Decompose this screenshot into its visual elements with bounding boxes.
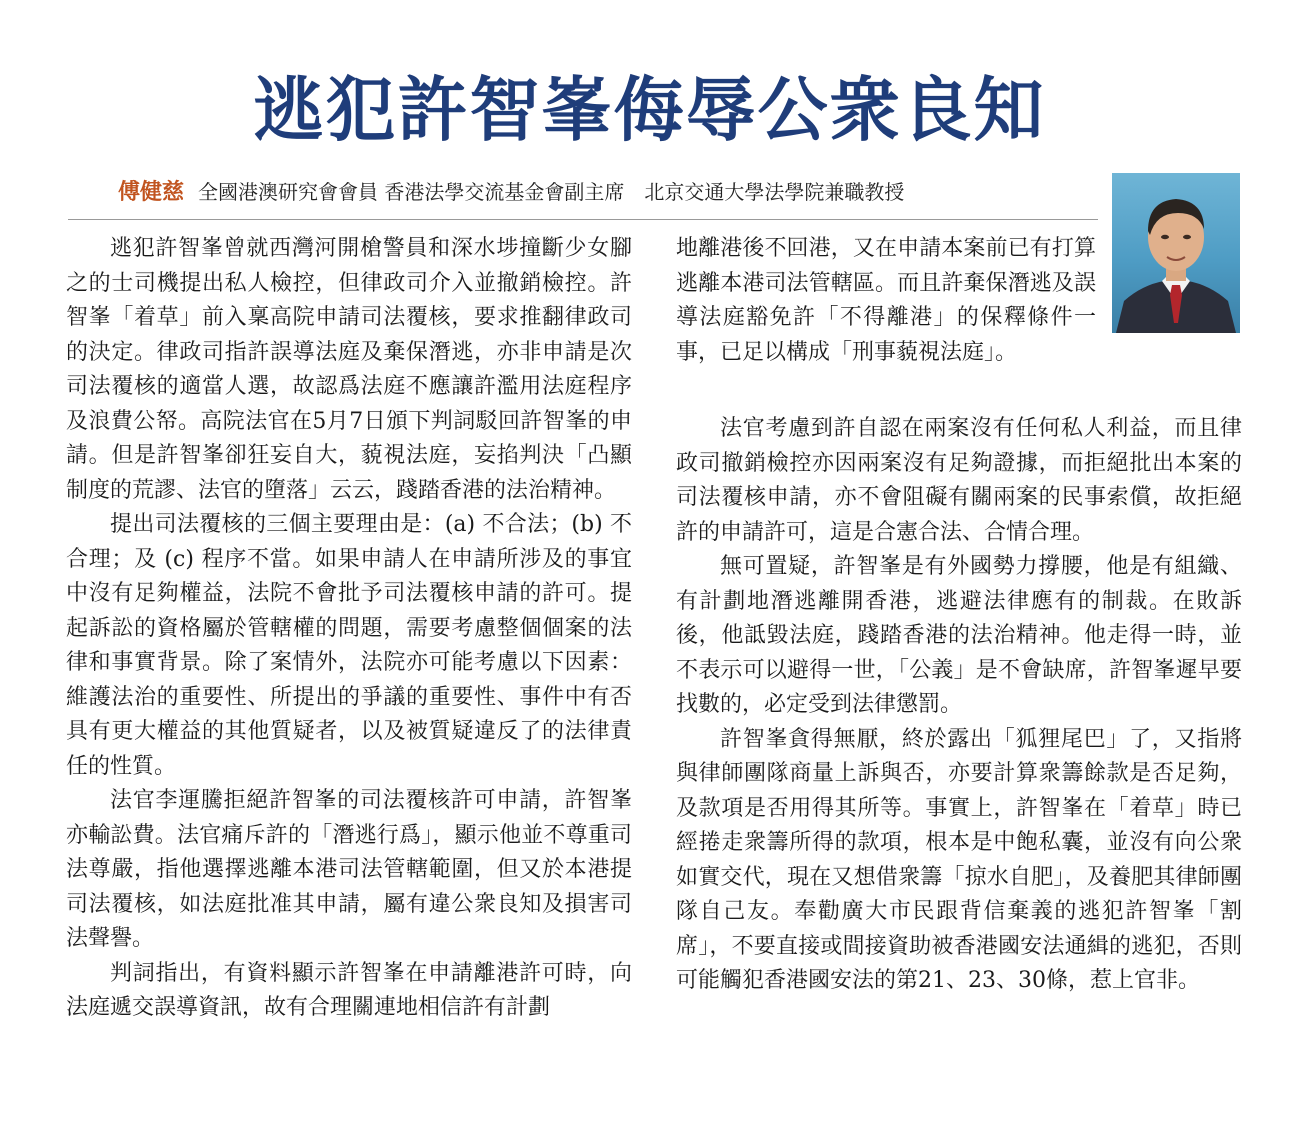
article-left-column (66, 232, 632, 1026)
paragraph: 判詞指出，有資料顯示許智峯在申請離港許可時，向法庭遞交誤導資訊，故有合理關連地相信許有計劃 (66, 960, 632, 1020)
paragraph-continued: 地離港後不回港，又在申請本案前已有打算逃離本港司法管轄區。而且許棄保潛逃及誤導法庭豁免許「不得離港」的保釋條件一事，已足以構成「刑事藐視法庭」。 (676, 236, 1096, 365)
byline-divider (68, 219, 1098, 220)
paragraph: 無可置疑，許智峯是有外國勢力撐腰，他是有組織、有計劃地潛逃離開香港，逃避法律應有的制裁。在敗訴後，他詆毀法庭，踐踏香港的法治精神。他走得一時，並不表示可以避得一世，「公義」是不會缺席，許智峯遲早要找數的，必定受到法律懲罰。 (676, 554, 1242, 717)
headline: 逃犯許智峯侮辱公衆良知 (253, 69, 1046, 151)
article-right-column-top (676, 232, 1096, 370)
byline (118, 175, 1098, 210)
author-photo (1112, 173, 1240, 333)
portrait-illustration (1112, 173, 1240, 333)
author-name: 傅健慈 (118, 180, 185, 205)
paragraph: 法官考慮到許自認在兩案沒有任何私人利益，而且律政司撤銷檢控亦因兩案沒有足夠證據，而拒絕批出本案的司法覆核申請，亦不會阻礙有關兩案的民事索償，故拒絕許的申請許可，這是合憲合法、合情合理。 (676, 416, 1242, 545)
paragraph: 提出司法覆核的三個主要理由是：(a) 不合法；(b) 不合理；及 (c) 程序不當。如果申請人在申請所涉及的事宜中沒有足夠權益，法院不會批予司法覆核申請的許可。提起訴訟的資格屬於管轄權的問題，需要考慮整個個案的法律和事實背景。除了案情外，法院亦可能考慮以下因素：維護法治的重要性、所提出的爭議的重要性、事件中有否具有更大權益的其他質疑者，以及被質疑違反了的法律責任的性質。 (66, 512, 632, 779)
paragraph: 逃犯許智峯曾就西灣河開槍警員和深水埗撞斷少女腳之的士司機提出私人檢控，但律政司介入並撤銷檢控。許智峯「着草」前入稟高院申請司法覆核，要求推翻律政司的決定。律政司指許誤導法庭及棄保潛逃，亦非申請是次司法覆核的適當人選，故認爲法庭不應讓許濫用法庭程序及浪費公帑。高院法官在5月7日頒下判詞駁回許智峯的申請。但是許智峯卻狂妄自大，藐視法庭，妄掐判決「凸顯制度的荒謬、法官的墮落」云云，踐踏香港的法治精神。 (66, 236, 632, 503)
paragraph: 許智峯貪得無厭，終於露出「狐狸尾巴」了，又指將與律師團隊商量上訴與否，亦要計算衆籌餘款是否足夠，及款項是否用得其所等。事實上，許智峯在「着草」時已經捲走衆籌所得的款項，根本是中飽私囊，並沒有向公衆如實交代，現在又想借衆籌「掠水自肥」，及養肥其律師團隊自己友。奉勸廣大市民跟背信棄義的逃犯許智峯「割席」，不要直接或間接資助被香港國安法通緝的逃犯，否則可能觸犯香港國安法的第21、23、30條，惹上官非。 (676, 726, 1242, 993)
paragraph: 法官李運騰拒絕許智峯的司法覆核許可申請，許智峯亦輸訟費。法官痛斥許的「潛逃行爲」，顯示他並不尊重司法尊嚴，指他選擇逃離本港司法管轄範圍，但又於本港提司法覆核，如法庭批准其申請，屬有違公衆良知及損害司法聲譽。 (66, 788, 632, 951)
author-titles: 全國港澳研究會會員 香港法學交流基金會副主席 北京交通大學法學院兼職教授 (198, 180, 905, 204)
article-right-column (676, 412, 1242, 999)
